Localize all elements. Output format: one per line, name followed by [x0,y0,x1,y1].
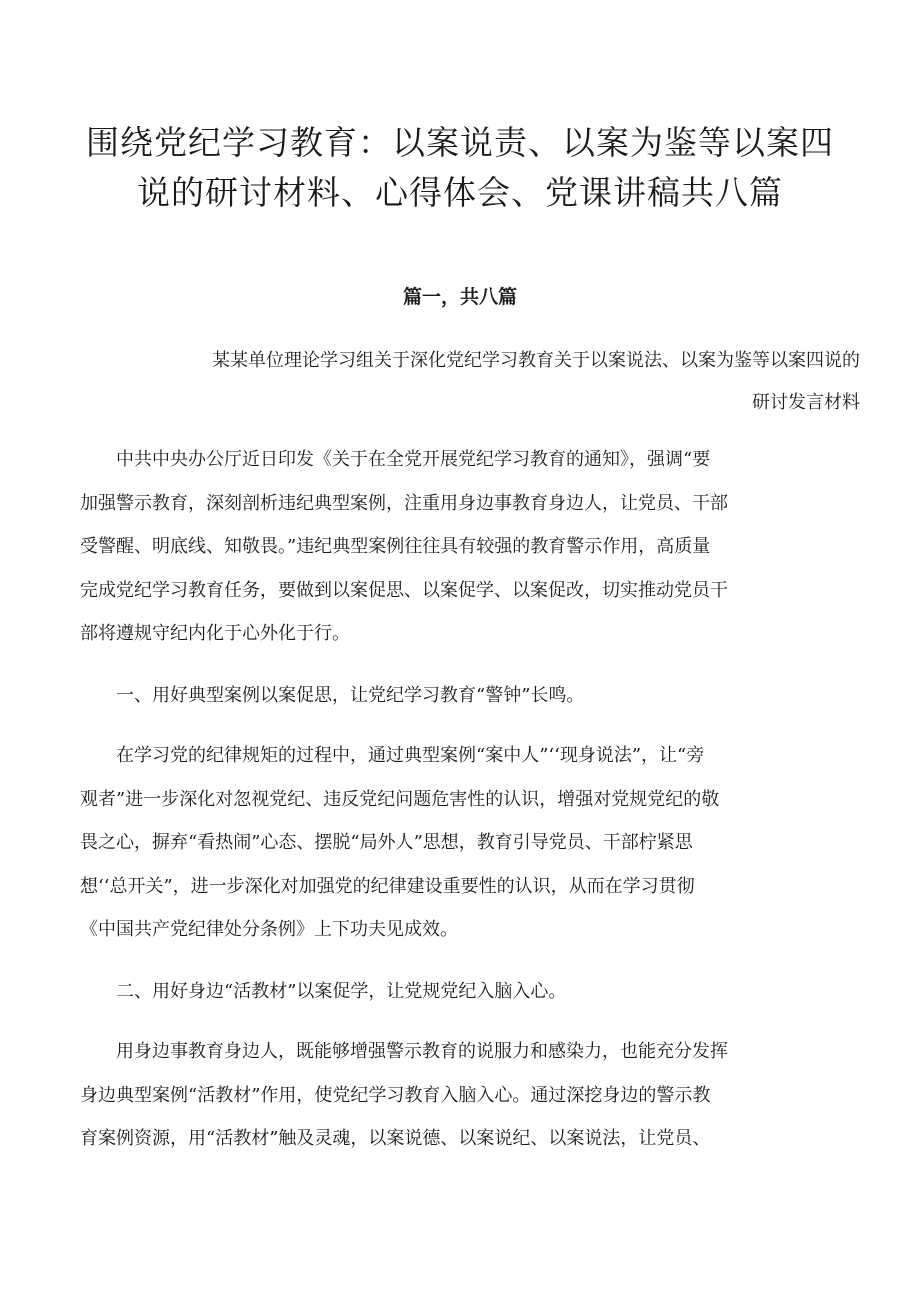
point-paragraph-1 [80,734,860,952]
text-line: 《中国共产党纪律处分条例》上下功夫见成效。 [80,919,458,940]
text-line: 部将遵规守纪内化于心外化于行。 [80,623,350,644]
text-line: 想‘‘总开关”，进一步深化对加强党的纪律建设重要性的认识，从而在学习贯彻 [80,875,695,897]
point-heading-1 [80,674,860,718]
text-line: 用身边事教育身边人，既能够增强警示教育的说服力和感染力，也能充分发挥 [80,1041,728,1062]
text-line: 畏之心，摒弃“看热闹”心态、摆脱“局外人”思想，教育引导党员、干部柠紧思 [80,832,693,853]
text-line: 加强警示教育，深刻剖析违纪典型案例，注重用身边事教育身边人，让党员、干部 [80,492,728,514]
point-paragraph-2 [80,1030,860,1161]
subtitle-line: 研讨发言材料 [752,392,860,413]
text-line: 观者”进一步深化对忽视党纪、违反党纪问题危害性的认识，增强对党规党纪的敬 [80,788,720,810]
intro-paragraph [80,438,860,656]
title-line: 说的研讨材料、心得体会、党课讲稿共八篇 [137,173,783,212]
section-heading: 篇一，共八篇 [402,286,517,308]
text-line: 中共中央办公厅近日印发《关于在全党开展党纪学习教育的通知》，强调“要 [80,449,711,470]
text-line: 受警醒、明底线、知敬畏。”违纪典型案例往往具有较强的教育警示作用，高质量 [80,536,711,557]
text-line: 一、用好典型案例以案促思，让党纪学习教育“警钟”长鸣。 [80,685,585,706]
text-line: 育案例资源，用“活教材”触及灵魂，以案说德、以案说纪、以案说法，让党员、 [80,1128,711,1149]
text-line: 身边典型案例“活教材”作用，使党纪学习教育入脑入心。通过深挖身边的警示教 [80,1084,711,1106]
text-line: 完成党纪学习教育任务，要做到以案促思、以案促学、以案促改，切实推动党员干 [80,579,728,601]
text-line: 二、用好身边“活教材”以案促学，让党规党纪入脑入心。 [80,981,567,1002]
point-heading-2 [80,970,860,1014]
document-title [60,118,860,218]
text-line: 在学习党的纪律规矩的过程中，通过典型案例“案中人”‘‘现身说法”，让“旁 [80,745,705,766]
subtitle-line: 某某单位理论学习组关于深化党纪学习教育关于以案说法、以案为鉴等以案四说的 [212,350,860,371]
title-line: 围绕党纪学习教育：以案说责、以案为鉴等以案四 [86,123,834,162]
section-subtitle [70,340,860,424]
